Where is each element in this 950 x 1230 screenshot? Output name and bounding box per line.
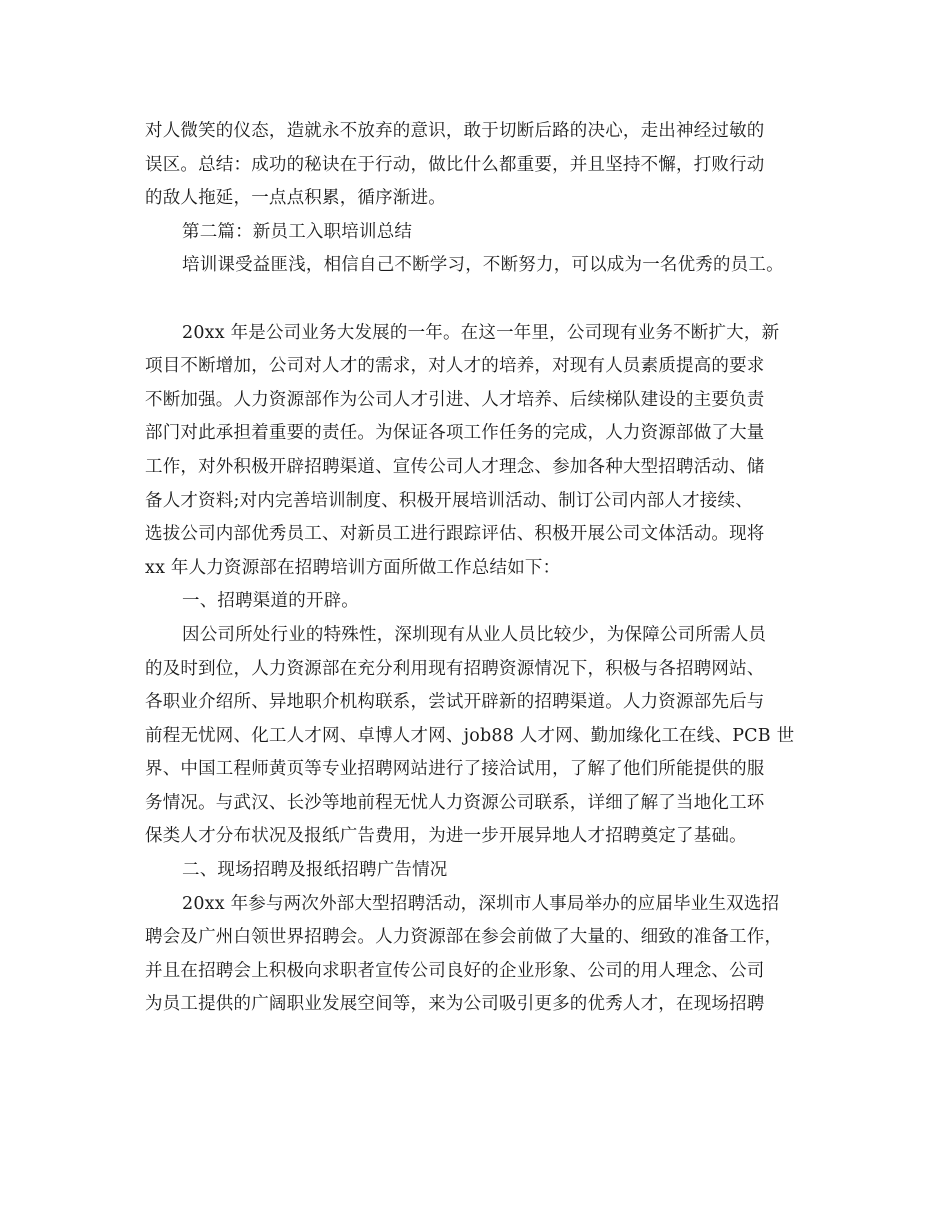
paragraph-line: 备人才资料;对内完善培训制度、积极开展培训活动、制订公司内部人才接续、 bbox=[145, 490, 753, 511]
section-heading: 第二篇：新员工入职培训总结 bbox=[182, 221, 413, 242]
paragraph-line: 对人微笑的仪态，造就永不放弃的意识，敢于切断后路的决心，走出神经过敏的 bbox=[145, 121, 765, 141]
paragraph-line: 的及时到位，人力资源部在充分利用现有招聘资源情况下，积极与各招聘网站、 bbox=[145, 658, 765, 679]
paragraph-line: 部门对此承担着重要的责任。为保证各项工作任务的完成，人力资源部做了大量 bbox=[145, 423, 765, 444]
paragraph-line: 不断加强。人力资源部作为公司人才引进、人才培养、后续梯队建设的主要负责 bbox=[145, 389, 765, 410]
paragraph-line: 各职业介绍所、异地职介机构联系，尝试开辟新的招聘渠道。人力资源部先后与 bbox=[145, 692, 765, 713]
paragraph-line: 工作，对外积极开辟招聘渠道、宣传公司人才理念、参加各种大型招聘活动、储 bbox=[145, 456, 765, 477]
paragraph-line: 为员工提供的广阔职业发展空间等，来为公司吸引更多的优秀人才，在现场招聘 bbox=[145, 994, 765, 1015]
paragraph-line: 20xx 年参与两次外部大型招聘活动，深圳市人事局举办的应届毕业生双选招 bbox=[182, 893, 780, 914]
paragraph-line: xx 年人力资源部在招聘培训方面所做工作总结如下： bbox=[145, 557, 561, 578]
paragraph-line: 前程无忧网、化工人才网、卓博人才网、job88 人才网、勤加缘化工在线、PCB 世 bbox=[145, 725, 795, 746]
paragraph-line: 20xx 年是公司业务大发展的一年。在这一年里，公司现有业务不断扩大，新 bbox=[182, 322, 780, 343]
blank-line bbox=[145, 283, 810, 317]
section-heading: 一、招聘渠道的开辟。 bbox=[182, 591, 359, 612]
paragraph-line: 聘会及广州白领世界招聘会。人力资源部在参会前做了大量的、细致的准备工作， bbox=[145, 927, 783, 948]
section-heading: 二、现场招聘及报纸招聘广告情况 bbox=[182, 860, 448, 881]
paragraph-line: 培训课受益匪浅，相信自己不断学习，不断努力，可以成为一名优秀的员工。 bbox=[182, 255, 784, 276]
paragraph-line: 选拔公司内部优秀员工、对新员工进行跟踪评估、积极开展公司文体活动。现将 bbox=[145, 524, 765, 545]
paragraph-line: 务情况。与武汉、长沙等地前程无忧人力资源公司联系，详细了解了当地化工环 bbox=[145, 792, 765, 813]
paragraph-line: 的敌人拖延，一点点积累，循序渐进。 bbox=[145, 188, 446, 209]
document-body bbox=[145, 115, 810, 1022]
paragraph-line: 并且在招聘会上积极向求职者宣传公司良好的企业形象、公司的用人理念、公司 bbox=[145, 960, 765, 981]
paragraph-line: 因公司所处行业的特殊性，深圳现有从业人员比较少，为保障公司所需人员 bbox=[182, 624, 767, 645]
paragraph-line: 保类人才分布状况及报纸广告费用，为进一步开展异地人才招聘奠定了基础。 bbox=[145, 826, 747, 847]
paragraph-line: 误区。总结：成功的秘诀在于行动，做比什么都重要，并且坚持不懈，打败行动 bbox=[145, 154, 765, 175]
paragraph-line: 界、中国工程师黄页等专业招聘网站进行了接洽试用，了解了他们所能提供的服 bbox=[145, 759, 765, 780]
paragraph-line: 项目不断增加，公司对人才的需求，对人才的培养，对现有人员素质提高的要求 bbox=[145, 356, 765, 377]
